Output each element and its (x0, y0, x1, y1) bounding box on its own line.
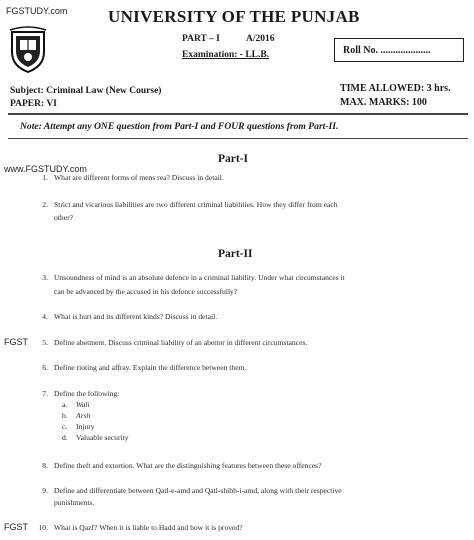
question-1 (32, 172, 224, 183)
sub-item-letter: d. (62, 433, 68, 442)
sub-item-letter: c. (62, 422, 68, 431)
time-allowed-label: TIME ALLOWED: 3 hrs. (340, 83, 451, 94)
sub-item-a (62, 400, 90, 409)
session-label: A/2016 (246, 34, 275, 44)
question-4 (32, 311, 217, 322)
question-8 (32, 460, 322, 471)
header-rule-bottom (8, 138, 468, 139)
part2-heading: Part-II (218, 248, 253, 260)
sub-item-letter: a. (62, 400, 68, 409)
question-2 (32, 199, 338, 210)
question-text: What is Qazf? When it is liable to Hadd and how it is proved? (54, 523, 243, 532)
question-text: What is hurt and its different kinds? Discuss in detail. (54, 312, 218, 321)
sub-item-text: Arsh (76, 411, 91, 420)
question-number: 9. (42, 486, 48, 495)
question-2-continued: other? (54, 213, 73, 222)
question-number: 5. (42, 338, 48, 347)
max-marks-label: MAX. MARKS: 100 (340, 97, 427, 108)
question-number: 1. (42, 173, 48, 182)
question-number: 4. (42, 312, 48, 321)
question-number: 7. (42, 389, 48, 398)
watermark-left-1: FGST (4, 337, 28, 347)
question-number: 2. (42, 200, 48, 209)
question-7 (32, 388, 119, 399)
paper-label: PAPER: VI (10, 99, 57, 109)
question-text: Define and differentiate between Qatl-e-amd and Qatl-shibh-i-amd, along with their respective (54, 486, 342, 495)
question-3-continued: can be advanced by the accused in his defence successfully? (54, 287, 238, 296)
sub-item-text: Valuable security (76, 433, 129, 442)
sub-item-b (62, 411, 90, 420)
header-rule-top (8, 113, 468, 115)
watermark-top: FGSTUDY.com (6, 6, 68, 16)
part-label: PART – I (182, 34, 220, 44)
question-6 (32, 362, 246, 373)
question-10 (32, 522, 243, 533)
question-number: 8. (42, 461, 48, 470)
watermark-www: www.FGSTUDY.com (4, 164, 87, 174)
sub-item-d (62, 433, 129, 442)
question-text: What are different forms of mens rea? Discuss in detail. (54, 173, 224, 182)
sub-item-text: Injury (76, 422, 95, 431)
question-text: Define rioting and affray. Explain the difference between them. (54, 363, 247, 372)
subject-label: Subject: Criminal Law (New Course) (10, 86, 162, 96)
watermark-left-2: FGST (4, 522, 28, 532)
question-number: 3. (42, 273, 48, 282)
roll-number-label: Roll No. .................... (343, 45, 431, 56)
question-number: 10. (38, 523, 48, 532)
question-9 (32, 485, 342, 496)
sub-item-c (62, 422, 95, 431)
question-text: Unsoundness of mind is an absolute defence in a criminal liability. Under what circumstances it (54, 273, 345, 282)
question-9-continued: punishments. (54, 498, 95, 507)
part1-heading: Part-I (218, 153, 249, 165)
question-text: Define the following: (54, 389, 120, 398)
university-name: UNIVERSITY OF THE PUNJAB (108, 7, 360, 26)
sub-item-letter: b. (62, 411, 68, 420)
question-3 (32, 272, 345, 283)
sub-item-text: Wali (76, 400, 90, 409)
question-number: 6. (42, 363, 48, 372)
question-text: Define abetment. Discuss criminal liability of an abettor in different circumstances. (54, 338, 308, 347)
instruction-note: Note: Attempt any ONE question from Part-I and FOUR questions from Part-II. (20, 121, 339, 132)
question-text: Define theft and extortion. What are the distinguishing features between these offences? (54, 461, 322, 470)
examination-label: Examination: - LL.B. (182, 50, 270, 60)
question-5 (32, 337, 307, 348)
university-crest-icon (8, 26, 48, 74)
roll-number-box (334, 38, 464, 62)
question-text: Strict and vicarious liabilities are two different criminal liabilities. How they differ from each (54, 200, 338, 209)
